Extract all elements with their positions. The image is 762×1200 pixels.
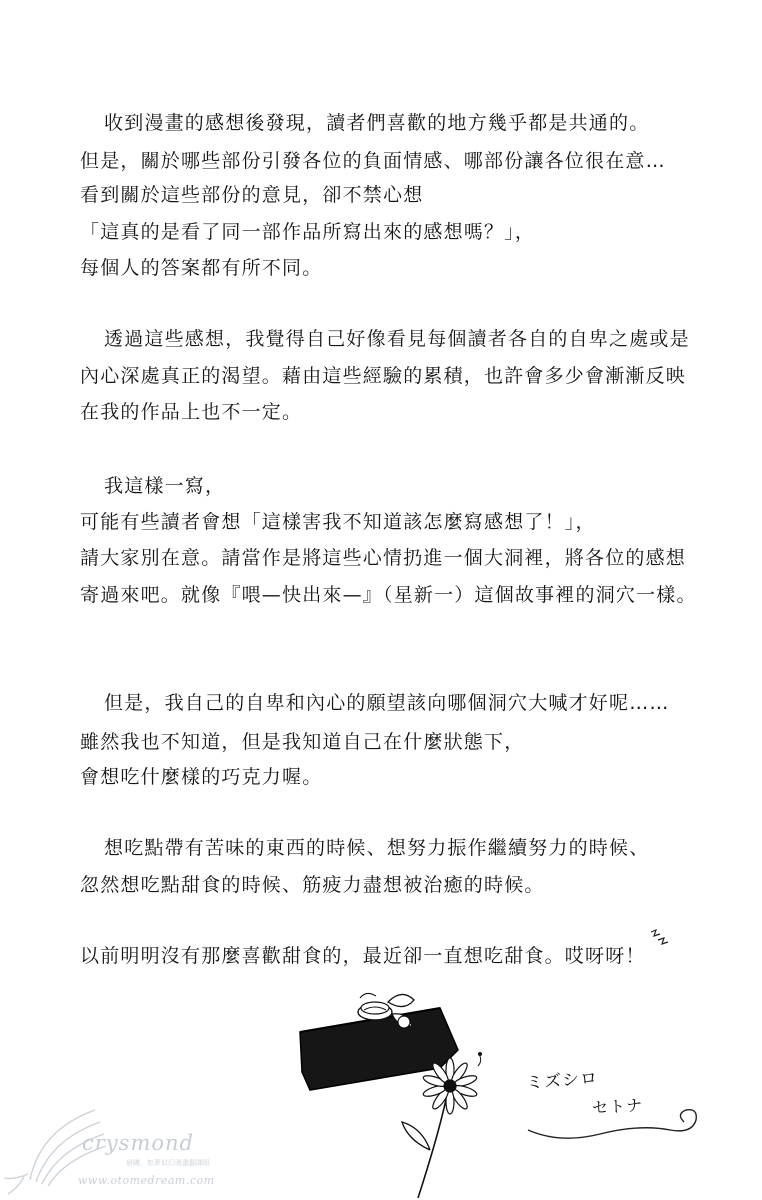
text-line: 但是，關於哪些部份引發各位的負面情感、哪部份讓各位很在意… [80,150,666,172]
text-line: 看到關於這些部份的意見，卻不禁心想 [80,184,424,206]
text-line: 可能有些讀者會想「這樣害我不知道該怎麼寫感想了！」， [80,511,596,533]
text-line: 雖然我也不知道，但是我知道自己在什麼狀態下， [80,731,525,753]
text-line: 忽然想吃點甜食的時候、筋疲力盡想被治癒的時候。 [80,874,545,896]
text-line: 每個人的答案都有所不同。 [80,257,323,279]
text-line: 以前明明沒有那麼喜歡甜食的，最近卻一直想吃甜食。哎呀呀！ [80,945,646,967]
text-line: 會想吃什麼樣的巧克力喔。 [80,766,323,788]
watermark-url: www.otomedream.com [78,1174,215,1187]
author-signature [520,1060,720,1150]
text-line: 但是，我自己的自卑和內心的願望該向哪個洞穴大喊才好呢…… [104,692,670,714]
text-line: 內心深處真正的渴望。藉由這些經驗的累積，也許會多少會漸漸反映 [80,365,687,387]
squiggle-icon [648,928,674,950]
text-line: 想吃點帶有苦味的東西的時候、想努力振作繼續努力的時候、 [104,837,650,859]
watermark-brand: crysmond [82,1131,194,1155]
text-line: 收到漫畫的感想後發現，讀者們喜歡的地方幾乎都是共通的。 [104,112,650,134]
text-line: 請大家別在意。請當作是將這些心情扔進一個大洞裡，將各位的感想 [80,547,687,569]
signature-line-1: ミズシロ [525,1068,599,1094]
chocolate-cake-slice-icon [300,993,458,1090]
text-line: 我這樣一寫， [104,475,226,497]
watermark-subtitle: 晨曦，如夢似幻漫畫翻譯組 [126,1159,210,1167]
text-line: 透過這些感想，我覺得自己好像看見每個讀者各自的自卑之處或是 [104,328,690,350]
text-line: 在我的作品上也不一定。 [80,401,303,423]
signature-line-2: セトナ [591,1095,644,1118]
daisy-flower-icon [402,1052,482,1198]
text-line: 寄過來吧。就像『喂—快出來—』（星新一）這個故事裡的洞穴一樣。 [80,584,697,606]
text-line: 「這真的是看了同一部作品所寫出來的感想嗎？」， [80,221,536,243]
